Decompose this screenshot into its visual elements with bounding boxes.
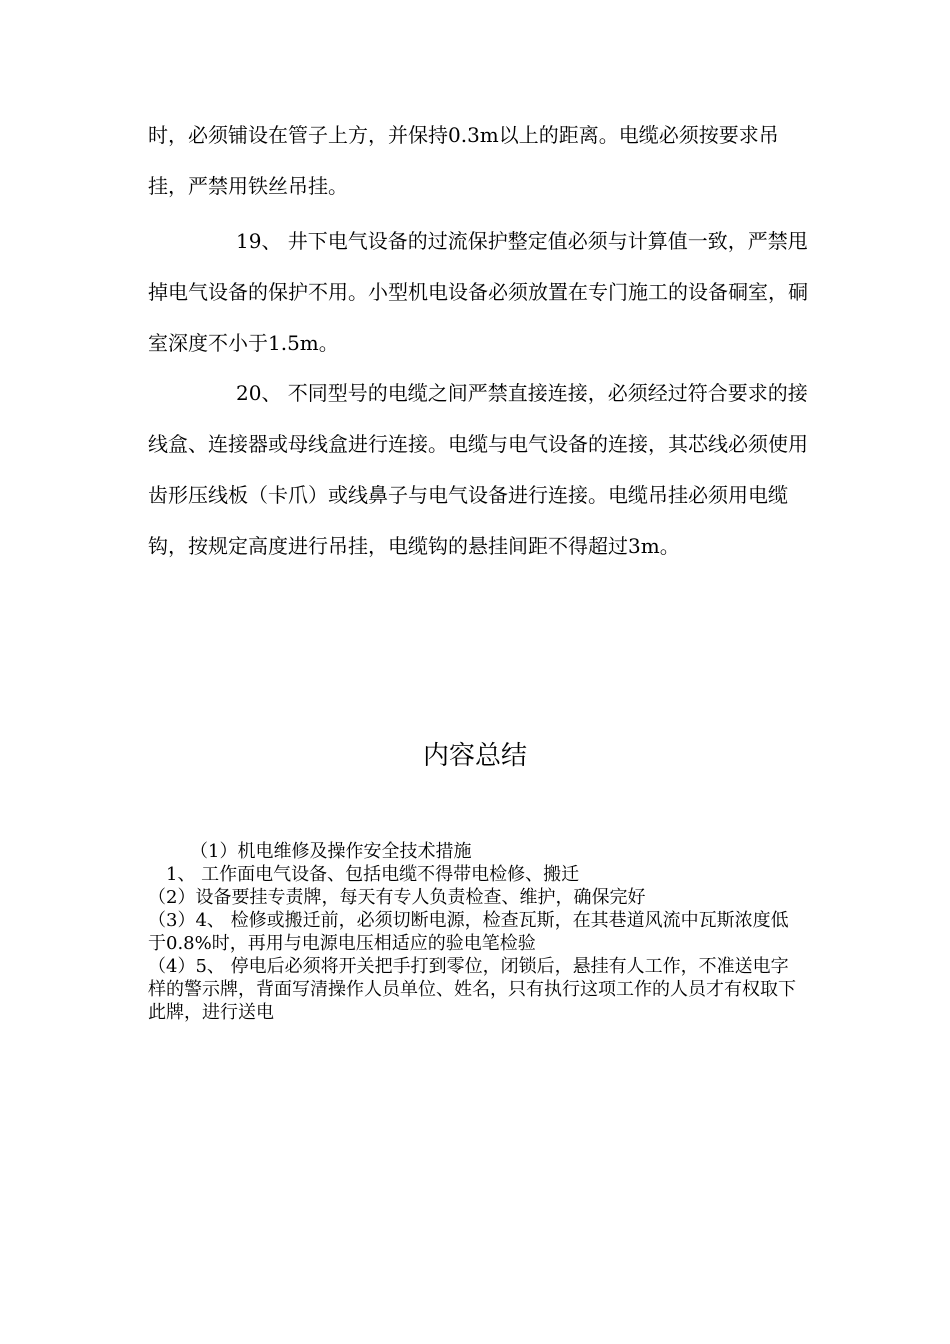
summary-line: （2）设备要挂专责牌，每天有专人负责检查、维护，确保完好 — [148, 887, 646, 908]
summary-title: 内容总结 — [422, 741, 527, 771]
paragraph-cable-laying: 时，必须铺设在管子上方，并保持0.3m以上的距离。电缆必须按要求吊挂，严禁用铁丝吊挂。 — [148, 123, 779, 198]
summary-section — [148, 840, 803, 1024]
summary-line: 1、 工作面电气设备、包括电缆不得带电检修、搬迁 — [166, 864, 580, 885]
summary-line: （1）机电维修及操作安全技术措施 — [190, 841, 472, 862]
summary-line: （3）4、 检修或搬迁前，必须切断电源，检查瓦斯，在其巷道风流中瓦斯浓度低于0.8%时，再用与电源电压相适应的验电笔检验 — [148, 910, 789, 954]
paragraph-item-20: 20、 不同型号的电缆之间严禁直接连接，必须经过符合要求的接线盒、连接器或母线盒进行连接。电缆与电气设备的连接，其芯线必须使用齿形压线板（卡爪）或线鼻子与电气设备进行连接。电缆吊挂必须用电缆钩，按规定高度进行吊挂，电缆钩的悬挂间距不得超过3m。 — [148, 381, 808, 558]
paragraph-item-19: 19、 井下电气设备的过流保护整定值必须与计算值一致，严禁甩掉电气设备的保护不用。小型机电设备必须放置在专门施工的设备硐室，硐室深度不小于1.5m。 — [148, 229, 808, 355]
summary-line: （4）5、 停电后必须将开关把手打到零位，闭锁后，悬挂有人工作，不准送电字样的警示牌，背面写清操作人员单位、姓名，只有执行这项工作的人员才有权取下此牌，进行送电 — [148, 956, 796, 1023]
